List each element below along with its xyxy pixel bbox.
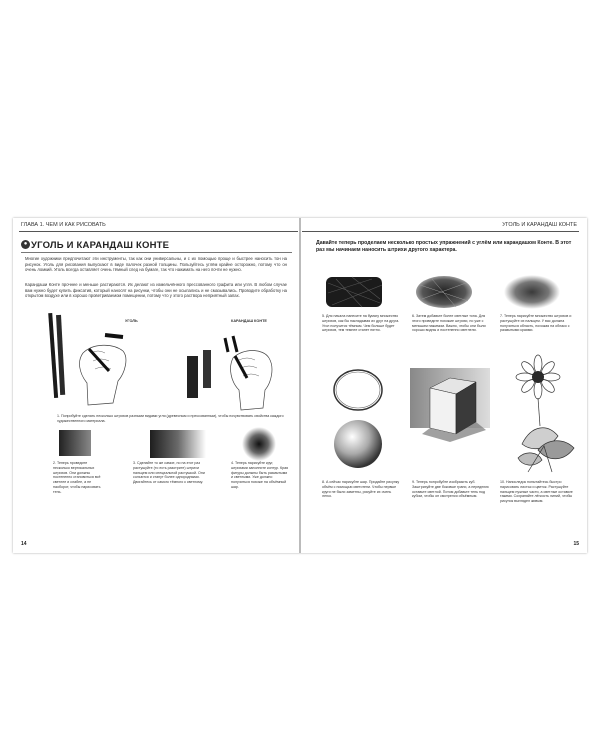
section-rule xyxy=(21,252,292,253)
vertical-strokes-example xyxy=(57,428,95,460)
right-page xyxy=(300,218,587,553)
right-intro: Давайте теперь проделаем несколько простых упражнений с углём или карандашом Конте. В этот раз мы начинаем наносить штрихи другого характера. xyxy=(316,240,572,253)
book-spread xyxy=(13,218,587,553)
caption-10: 10. Напоследок попытайтесь быстро нарисовать листья и цветок. Растушуйте пальцем нужные части, а светлые оставьте такими. Сохраняйте лёгкость линий, чтобы рисунок выглядел живым. xyxy=(500,480,573,504)
left-running-head: ГЛАВА 1. ЧЕМ И КАК РИСОВАТЬ xyxy=(21,222,106,228)
label-charcoal: УГОЛЬ xyxy=(125,319,138,323)
light-scribble-example xyxy=(412,273,476,311)
header-rule xyxy=(19,231,298,232)
section-title: УГОЛЬ И КАРАНДАШ КОНТЕ xyxy=(31,240,170,251)
page-number: 14 xyxy=(21,541,27,547)
flower-and-leaves-example xyxy=(508,354,578,474)
section-bullet-icon: ● xyxy=(21,240,30,249)
charcoal-hand-illustration xyxy=(43,313,143,408)
caption-2: 2. Теперь проведите несколько вертикальных штрихов. Они должны постепенно становиться всё светлее и слабее, а не наоборот, чтобы нарисовать тень. xyxy=(53,461,101,494)
shaded-sphere-example xyxy=(239,426,279,462)
caption-6: 6. Затем добавьте более светлые тона. Для этого проведите похожие штрихи, но уже с меньшим нажимом. Важно, чтобы они были хорошо видны и постепенно светлели. xyxy=(412,314,486,333)
intro-paragraph-2: Карандаши Конте прочнее и меньше растираются. Их делают из измельчённого прессованного графита или угля. В любом случае вам нужно будет купить фиксатив, который наносят на рисунки, чтобы они не осыпались и не смазывались. Проводите обработку на открытом воздухе или в хорошо проветриваемом помещении, потому что у этого раствора неприятный запах. xyxy=(25,282,287,299)
caption-1: 1. Попробуйте сделать несколько штрихов разными видами угля (древесным и прессованным), чтобы почувствовать свойства каждого художественного материала. xyxy=(57,414,284,423)
caption-8: 8. А сейчас нарисуйте шар. Придайте рисунку объём с помощью светотени. Чтобы первые круги не были заметны, рисуйте их очень легко. xyxy=(322,480,400,499)
caption-5: 5. Для начала нанесите на бумагу множество штрихов, как бы накладывая их друг на друга. Угол получится тёмным. Чем больше будет штрихов, тем темнее станет пятно. xyxy=(322,314,400,333)
header-rule xyxy=(302,231,579,232)
left-page xyxy=(13,218,300,553)
right-running-head: УГОЛЬ И КАРАНДАШ КОНТЕ xyxy=(502,222,577,228)
page-number: 15 xyxy=(573,541,579,547)
caption-4: 4. Теперь нарисуйте круг, штрихами заполните контур. Края фигуры должны быть размытыми и светлыми. Уже должно получиться похоже на объёмный шар. xyxy=(231,461,289,489)
blended-gradient-example xyxy=(148,428,208,460)
caption-7: 7. Теперь нарисуйте множество штрихов и растушуйте их пальцем. У вас должна получиться область, похожая на облако с размытыми краями. xyxy=(500,314,572,333)
caption-9: 9. Теперь попробуйте изобразить куб. Заштрихуйте две боковые грани, а переднюю оставьте светлой. Потом добавьте тень под кубом, чтобы он смотрелся объёмным. xyxy=(412,480,489,499)
dark-scribble-example xyxy=(322,273,386,311)
caption-3: 3. Сделайте то же самое, но на этот раз растушуйте (то есть разотрите) штрихи пальцем или специальной растушкой. Они сольются и станут более однородными. Двигайтесь от самого тёмного к светлому. xyxy=(133,461,205,485)
conte-hand-illustration xyxy=(173,328,283,413)
intro-paragraph-1: Многие художники предпочитают эти инструменты, так как они универсальны, и с их помощью проще и быстрее наносить тон на рисунок. Уголь для рисования выпускают в виде палочек разной толщины. Пользуйтесь углём крайне осторожно, потому что он очень ломкий. Уголь всегда оставляет очень тёмный след на бумаге, так что нажимать на него почти не нужно. xyxy=(25,256,287,273)
blended-cloud-example xyxy=(500,273,564,311)
shaded-cube-example xyxy=(410,368,490,478)
ring-and-sphere-example xyxy=(328,366,388,476)
label-conte: КАРАНДАШ КОНТЕ xyxy=(231,319,267,323)
